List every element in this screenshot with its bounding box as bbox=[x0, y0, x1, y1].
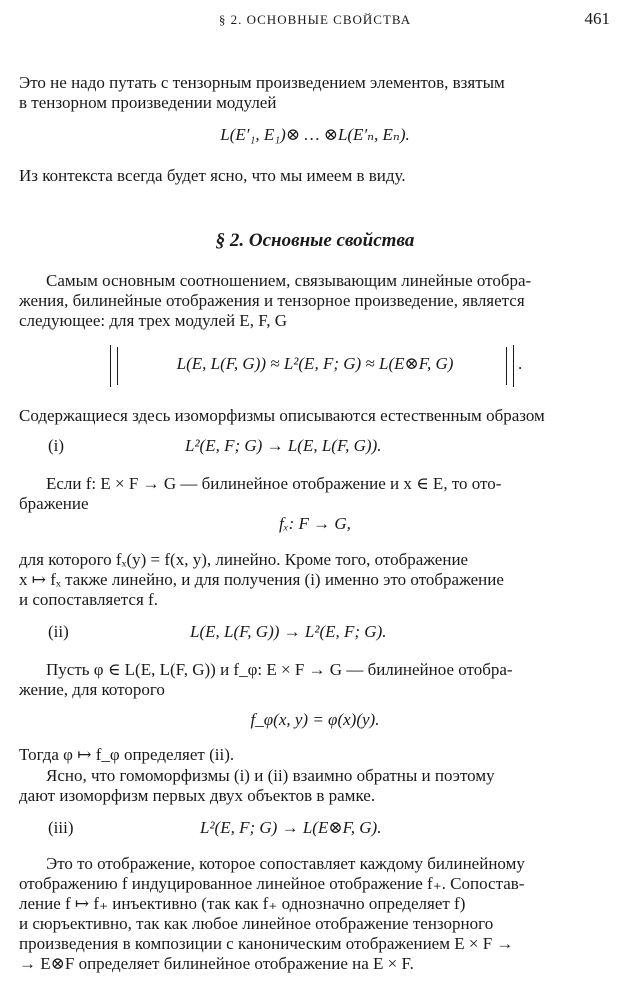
formula-label: (i) bbox=[48, 436, 65, 455]
body-line: x ↦ fₓ также линейно, и для получения (i) именно это отображение bbox=[19, 570, 504, 589]
display-formula: L²(E, F; G) → L(E, L(F, G)). bbox=[185, 436, 382, 455]
body-line: следующее: для трех модулей E, F, G bbox=[19, 311, 288, 330]
body-line: отображению f индуцированное линейное отображение f₊. Сопостав- bbox=[19, 874, 525, 893]
body-line: Самым основным соотношением, связывающим линейные отобра- bbox=[46, 271, 532, 290]
body-line: Это то отображение, которое сопоставляет каждому билинейному bbox=[46, 854, 525, 873]
page-number: 461 bbox=[584, 9, 610, 28]
body-line: Это не надо путать с тензорным произведением элементов, взятым bbox=[19, 73, 505, 92]
body-line: и сюръективно, так как любое линейное отображение тензорного bbox=[19, 914, 494, 933]
body-line: ление f ↦ f₊ инъективно (так как f₊ однозначно определяет f) bbox=[19, 894, 466, 913]
display-formula: f_φ(x, y) = φ(x)(y). bbox=[250, 710, 380, 729]
body-line: Ясно, что гомоморфизмы (i) и (ii) взаимно обратны и поэтому bbox=[46, 766, 495, 785]
body-line: Если f: E × F → G — билинейное отображение и x ∈ E, то ото- bbox=[46, 474, 502, 493]
body-line: → E⊗F определяет билинейное отображение на E × F. bbox=[19, 954, 414, 973]
body-line: для которого fₓ(y) = f(x, y), линейно. Кроме того, отображение bbox=[19, 550, 469, 569]
formula-period: . bbox=[518, 354, 523, 373]
body-line: произведения в композиции с каноническим отображением E × F → bbox=[19, 934, 514, 953]
body-line: жение, для которого bbox=[19, 680, 165, 699]
body-line: Из контекста всегда будет ясно, что мы имеем в виду. bbox=[19, 166, 406, 185]
body-line: и сопоставляется f. bbox=[19, 590, 158, 609]
body-line: жения, билинейные отображения и тензорное произведение, является bbox=[19, 291, 525, 310]
framed-formula: L(E, L(F, G)) ≈ L²(E, F; G) ≈ L(E⊗F, G) bbox=[176, 354, 454, 373]
body-line: в тензорном произведении модулей bbox=[19, 93, 277, 112]
display-formula: L(E, L(F, G)) → L²(E, F; G). bbox=[190, 622, 387, 641]
formula-label: (ii) bbox=[48, 622, 69, 641]
body-line: Пусть φ ∈ L(E, L(F, G)) и f_φ: E × F → G — билинейное отобра- bbox=[46, 660, 513, 679]
body-line: Содержащиеся здесь изоморфизмы описываются естественным образом bbox=[19, 406, 545, 425]
display-formula: L²(E, F; G) → L(E⊗F, G). bbox=[200, 818, 382, 837]
body-line: Тогда φ ↦ f_φ определяет (ii). bbox=[19, 745, 235, 764]
display-formula: L(E′₁, E₁)⊗ … ⊗L(E′ₙ, Eₙ). bbox=[220, 125, 410, 144]
body-line: дают изоморфизм первых двух объектов в рамке. bbox=[19, 786, 376, 805]
body-line: бражение bbox=[19, 494, 89, 513]
section-title: § 2. Основные свойства bbox=[215, 230, 415, 251]
display-formula: fₓ: F → G, bbox=[279, 514, 351, 533]
formula-label: (iii) bbox=[48, 818, 74, 837]
running-header: § 2. ОСНОВНЫЕ СВОЙСТВА bbox=[218, 12, 412, 27]
